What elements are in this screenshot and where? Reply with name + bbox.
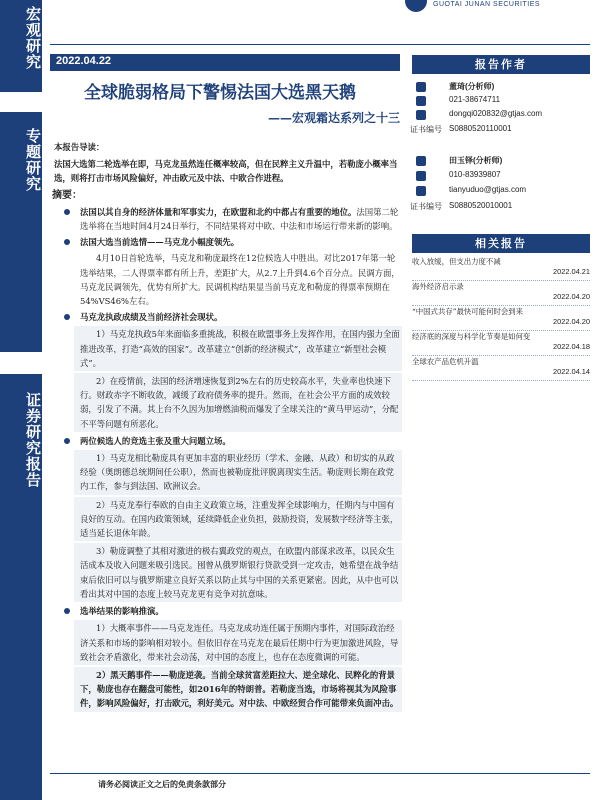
related-heading: 相关报告 xyxy=(412,234,590,253)
cert-number: S0880520110001 xyxy=(449,124,512,133)
related-report-title[interactable]: 海外经济启示录 xyxy=(412,282,464,291)
summary-bullet xyxy=(50,205,402,233)
author-name: 董琦(分析师) xyxy=(449,82,495,91)
summary-box xyxy=(74,497,402,542)
related-report-date: 2022.04.18 xyxy=(553,342,590,351)
summary-box-text: 1）大概率事件——马克龙连任。马克龙成功连任属于预期内事件，对国际政治经济关系和市场的影响相对较小。但依旧存在马克龙在最后任期中行为更加激进风险，导致社会矛盾激化，带来社会动荡，对中国的态度上，也存在态度微调的可能。 xyxy=(80,623,399,662)
related-report-item[interactable] xyxy=(412,256,590,281)
guide-text: 法国大选第二轮选举在即，马克龙虽然连任概率较高，但在民粹主义升温中，若勒庞小概率当选，则将打击市场风险偏好，冲击欧元及中法、中欧合作进程。 xyxy=(54,159,398,184)
summary-box xyxy=(74,373,402,432)
related-report-item[interactable] xyxy=(412,306,590,331)
footer-disclaimer: 请务必阅读正文之后的免责条款部分 xyxy=(98,779,226,789)
related-report-item[interactable] xyxy=(412,331,590,356)
report-date: 2022.04.22 xyxy=(56,55,112,67)
summary-label: 摘要： xyxy=(52,189,82,201)
bullet-heading: 两位候选人的竞选主张及重大问题立场。 xyxy=(80,435,231,446)
summary-box-text: 1）马克龙执政5年来面临多重挑战，积极在欧盟事务上发挥作用，在国内强力全面推进改革，打造“高效的国家”。改革建立“创新的经济模式”，改革建立“新型社会模式”。 xyxy=(80,329,400,368)
phone-icon xyxy=(416,171,426,181)
email-icon xyxy=(416,186,426,196)
author-phone: 010-83939807 xyxy=(449,170,501,179)
cert-label: 证书编号 xyxy=(410,202,442,211)
sidebar-bottom-label: 证券研究报告 xyxy=(24,392,42,488)
related-report-title[interactable]: 收入放缓，但支出力度不减 xyxy=(412,257,501,266)
bullet-heading: 法国大选当前选情——马克龙小幅度领先。 xyxy=(80,237,240,248)
summary-box xyxy=(74,667,402,712)
related-report-title[interactable]: 经济底的深度与科学化节奏是如何变 xyxy=(412,332,531,341)
summary-box-text: 3）勒庞调整了其相对激进的极右翼政党的观点，在欧盟内部谋求改革，以民众生活成本及收入问题来吸引选民。囤曾从俄罗斯银行贷款受到一定攻击，她希望在战争结束后依旧可以与俄罗斯建立良好关系以防止其与中国的关系更紧密。因此，从中也可以看出其对中国的态度上较马克龙更有竞争对抗意味。 xyxy=(80,546,399,599)
summary-bullet xyxy=(50,235,402,249)
sidebar-mid-label: 专题研究 xyxy=(24,128,42,192)
footer-rule xyxy=(50,773,590,774)
summary-bullet xyxy=(50,604,402,618)
related-reports-list xyxy=(412,256,590,381)
report-title: 全球脆弱格局下警惕法国大选黑天鹅 xyxy=(84,83,356,103)
brand-name: GUOTAI JUNAN SECURITIES xyxy=(433,1,541,8)
author-name: 田玉铎(分析师) xyxy=(449,156,503,165)
summary-box-text: 2）马克龙奉行奉欧的自由主义政策立场，注重发挥全球影响力，任期内与中国有良好的互动。在国内政策领域，延续降低企业负担，鼓励投资，发展数字经济等主张，适当延长退休年龄。 xyxy=(80,499,399,539)
related-report-item[interactable] xyxy=(412,281,590,306)
report-subtitle: ——宏观霜达系列之十三 xyxy=(267,111,400,125)
bullet-heading: 马克龙执政成绩及当前经济社会现状。 xyxy=(80,312,223,323)
author-email[interactable]: tianyuduo@gtjas.com xyxy=(449,185,527,194)
related-report-date: 2022.04.14 xyxy=(553,367,590,376)
related-report-date: 2022.04.21 xyxy=(553,267,590,276)
authors-heading: 报告作者 xyxy=(412,55,590,74)
related-report-date: 2022.04.20 xyxy=(553,292,590,301)
summary-box-text: 1）马克龙相比勒庞具有更加丰富的职业经历（学术、金融、从政）和切实的从政经验（奥朗德总统期间任公职），然而也被勒庞批评脱离现实生活。勒庞则长期在政党内工作，参与到法国、欧洲议会。 xyxy=(80,453,395,492)
summary-bullet xyxy=(50,310,402,324)
email-icon xyxy=(416,110,426,120)
report-body xyxy=(50,140,402,714)
bullet-heading: 法国以其自身的经济体量和军事实力，在欧盟和北约中都占有重要的地位。 xyxy=(80,206,357,217)
cert-label: 证书编号 xyxy=(410,125,442,134)
author-email[interactable]: dongqi020832@gtjas.com xyxy=(449,109,543,118)
header-rule xyxy=(50,44,590,45)
summary-paragraph: 4月10日首轮选举，马克龙和勒庞最终在12位候选人中胜出。对比2017年第一轮选举结果，二人得票率都有所上升，差距扩大，从2.7上升到4.6个百分点。民调方面，马克龙民调领先，优势有所扩大。民调机构结果显当前马克龙和勒庞的得票率预期在54%VS46%左右。 xyxy=(80,253,400,307)
cert-number: S0880520010001 xyxy=(449,201,513,210)
bullet-text: 法国第二轮选举将在当地时间4月24日举行，不同结果将对中欧、中法和市场运行带来新的影响。 xyxy=(80,206,399,232)
sidebar-top-label: 宏观研究 xyxy=(24,6,42,70)
summary-box xyxy=(74,450,402,495)
related-report-title[interactable]: 全球农产品危机升温 xyxy=(412,357,479,366)
summary-box-text: 2）在疫情前，法国的经济增速恢复到2%左右的历史较高水平，失业率也快速下行。财政赤字不断收敛，减缓了政府债务率的提升。然而，在社会公平方面的成效较弱，引发了不满。其上台不久因为加增燃油税而爆发了全球关注的“黄马甲运动”，分配不平等问题有所恶化。 xyxy=(80,376,399,429)
left-sidebar xyxy=(0,0,42,800)
guide-label: 本报告导读： xyxy=(54,142,105,152)
brand-logo-icon xyxy=(405,0,427,12)
bullet-heading: 选举结果的影响推演。 xyxy=(80,606,164,617)
author-person-icon xyxy=(416,156,426,166)
related-report-item[interactable] xyxy=(412,356,590,381)
related-report-title[interactable]: “中国式共存”最快可能何时会到来 xyxy=(412,307,524,316)
phone-icon xyxy=(416,96,426,106)
author-person-icon xyxy=(416,82,426,92)
summary-bullet xyxy=(50,434,402,448)
author-phone: 021-38674711 xyxy=(449,95,501,104)
related-report-date: 2022.04.20 xyxy=(553,317,590,326)
sidebar-divider xyxy=(0,92,42,112)
summary-box xyxy=(74,543,402,602)
summary-box xyxy=(74,326,402,371)
sidebar-divider xyxy=(0,352,42,374)
summary-box xyxy=(74,620,402,665)
summary-box-text: 2）黑天鹅事件——勒庞逆袭。当前全球贫富差距拉大、逆全球化、民粹化的背景下，勒庞也存在翻盘可能性，如2016年的特朗普。若勒庞当选，市场将视其为风险事件，影响风险偏好，打击欧元，利好美元。对中法、中欧经贸合作可能带来负面冲击。 xyxy=(80,669,399,709)
summary-sections xyxy=(50,205,402,712)
